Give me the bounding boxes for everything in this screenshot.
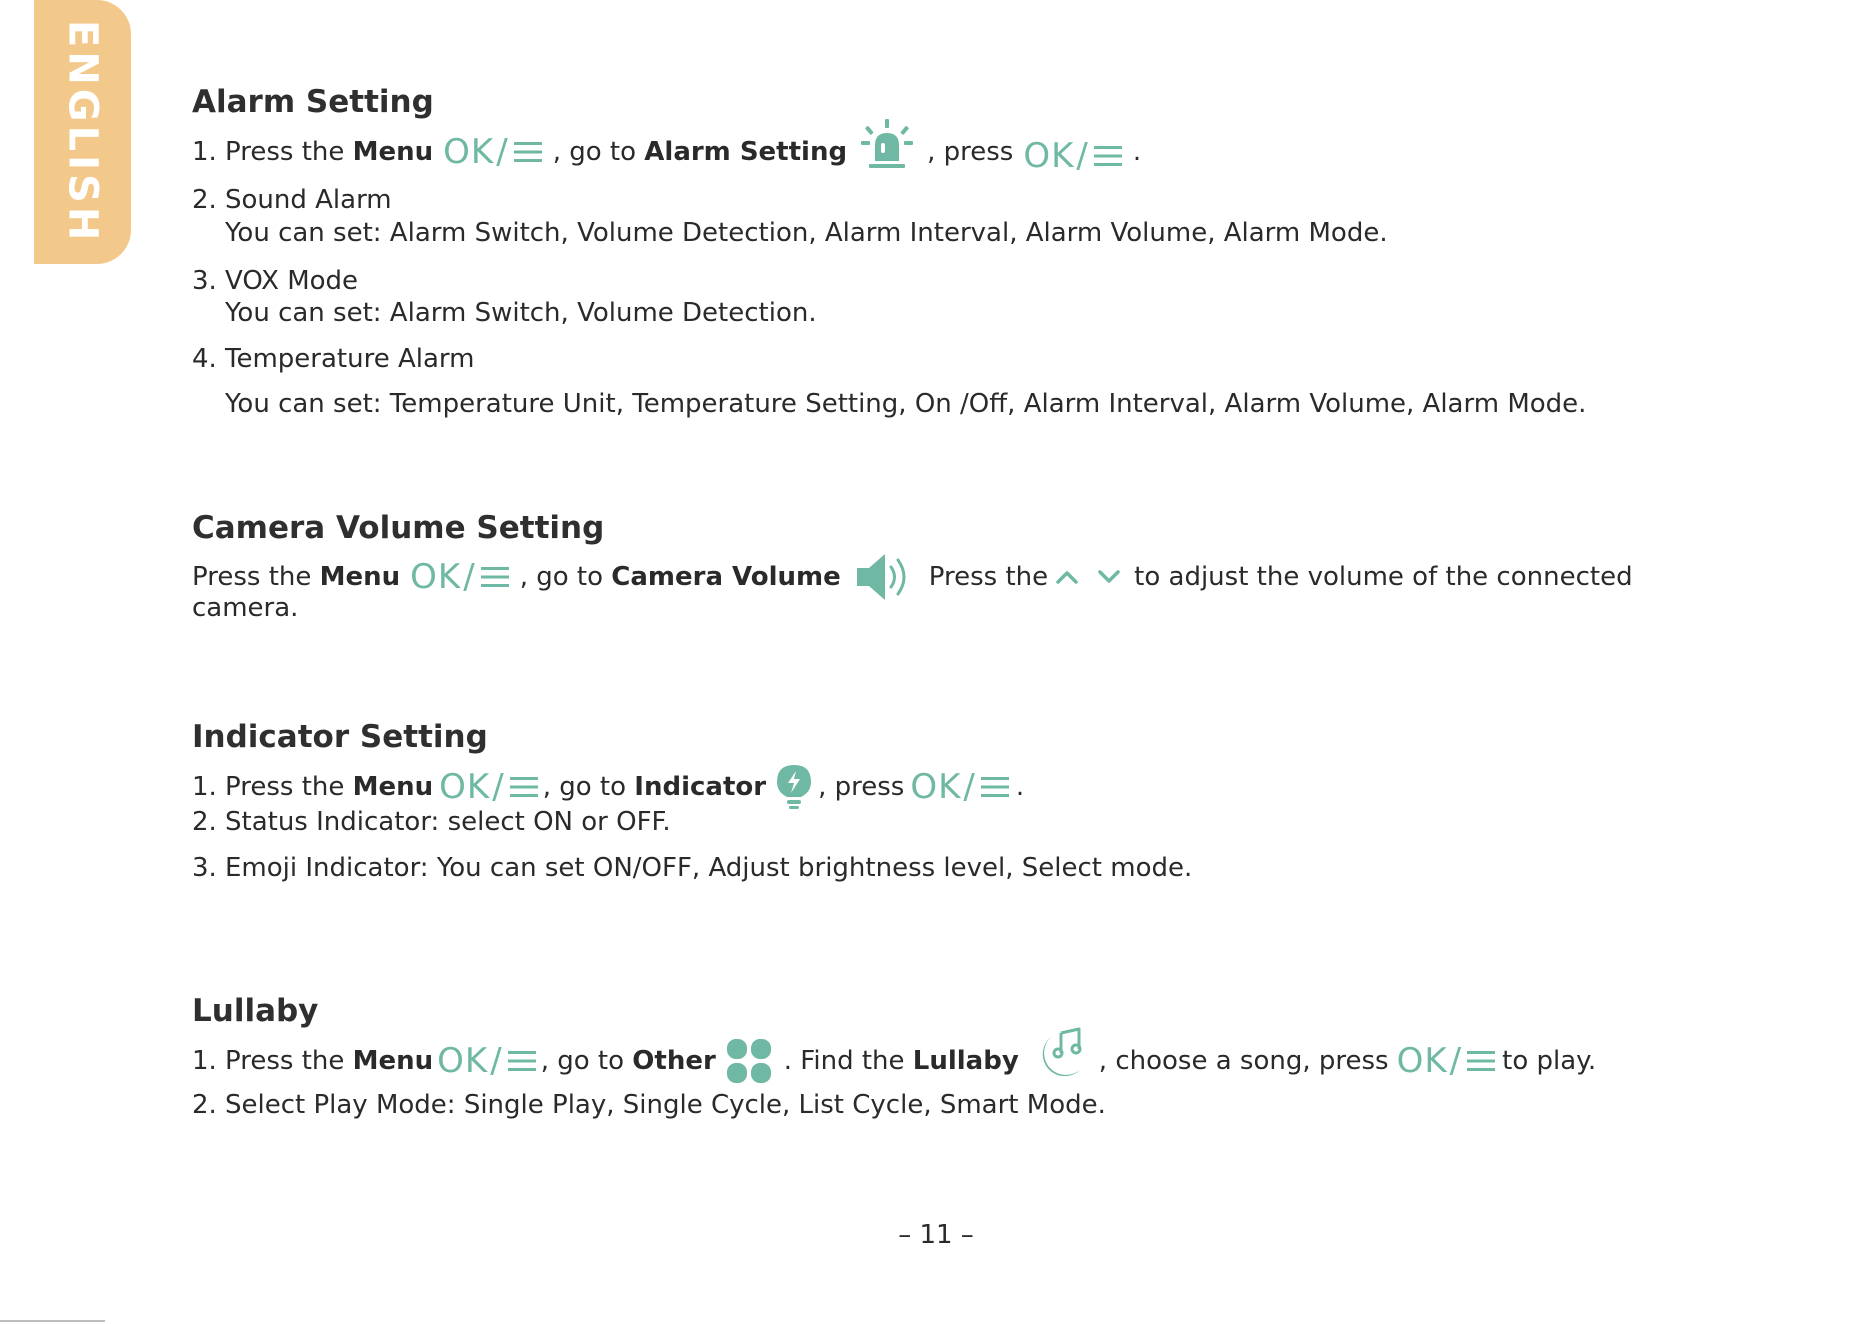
ok-slash: / bbox=[463, 557, 476, 597]
chevron-down-icon bbox=[1096, 568, 1122, 586]
other-grid-icon bbox=[726, 1038, 772, 1084]
menu-keyword: Menu bbox=[352, 772, 434, 802]
text: . bbox=[1132, 137, 1142, 167]
alarm-step-4 bbox=[192, 339, 474, 379]
alarm-setting-title: Alarm Setting bbox=[192, 84, 434, 120]
camera-volume-title: Camera Volume Setting bbox=[192, 510, 605, 546]
text: Press the bbox=[928, 562, 1049, 592]
ok-label: OK bbox=[439, 767, 491, 807]
lullaby-moon-note-icon bbox=[1033, 1027, 1087, 1083]
lullaby-step-1 bbox=[192, 1038, 1596, 1084]
ok-menu-icon bbox=[439, 767, 539, 807]
step-number: 4. bbox=[192, 344, 217, 374]
step-text: Status Indicator: select ON or OFF. bbox=[225, 807, 671, 837]
indicator-bulb-icon bbox=[774, 763, 814, 811]
text: , go to bbox=[519, 562, 612, 592]
step-number: 2. bbox=[192, 185, 217, 215]
text: , choose a song, press bbox=[1098, 1046, 1389, 1076]
ok-slash: / bbox=[496, 132, 509, 172]
ok-slash: / bbox=[492, 767, 505, 807]
menu-lines-icon bbox=[509, 774, 539, 800]
alarm-step-3-detail: You can set: Alarm Switch, Volume Detection. bbox=[225, 298, 817, 328]
lullaby-title: Lullaby bbox=[192, 993, 319, 1029]
indicator-step-2 bbox=[192, 802, 671, 842]
ok-menu-icon bbox=[437, 1041, 537, 1081]
language-tab-label: ENGLISH bbox=[59, 19, 106, 245]
lullaby-keyword: Lullaby bbox=[912, 1046, 1019, 1076]
menu-lines-icon bbox=[980, 774, 1010, 800]
alarm-step-1 bbox=[192, 128, 1141, 176]
ok-label: OK bbox=[910, 767, 962, 807]
step-text: VOX Mode bbox=[225, 266, 359, 296]
ok-menu-icon bbox=[410, 557, 510, 597]
lullaby-step-2 bbox=[192, 1085, 1106, 1125]
menu-lines-icon bbox=[507, 1048, 537, 1074]
page-number: – 11 – bbox=[898, 1220, 974, 1250]
alarm-step-4-detail: You can set: Temperature Unit, Temperature Setting, On /Off, Alarm Interval, Alarm Volume, Alarm Mode. bbox=[225, 389, 1587, 419]
text: . bbox=[1015, 772, 1025, 802]
language-tab bbox=[34, 0, 131, 264]
text: to adjust the volume of the connected bbox=[1134, 562, 1633, 592]
ok-label: OK bbox=[410, 557, 462, 597]
text: Press the bbox=[192, 562, 320, 592]
menu-lines-icon bbox=[513, 139, 543, 165]
text: . Find the bbox=[783, 1046, 913, 1076]
step-text: Temperature Alarm bbox=[225, 344, 475, 374]
step-number: 1. bbox=[192, 1046, 217, 1076]
indicator-keyword: Indicator bbox=[634, 772, 767, 802]
menu-lines-icon bbox=[1093, 143, 1123, 169]
corner-divider bbox=[0, 1320, 105, 1322]
menu-keyword: Menu bbox=[352, 1046, 434, 1076]
menu-keyword: Menu bbox=[319, 562, 401, 592]
step-number: 1. bbox=[192, 137, 217, 167]
text: Press the bbox=[225, 137, 353, 167]
step-number: 2. bbox=[192, 1090, 217, 1120]
ok-slash: / bbox=[1076, 136, 1089, 176]
ok-slash: / bbox=[490, 1041, 503, 1081]
menu-lines-icon bbox=[480, 564, 510, 590]
other-keyword: Other bbox=[632, 1046, 716, 1076]
text: , go to bbox=[540, 1046, 633, 1076]
camera-volume-line-2: camera. bbox=[192, 593, 299, 623]
step-text: Emoji Indicator: You can set ON/OFF, Adjust brightness level, Select mode. bbox=[225, 853, 1193, 883]
step-text: Select Play Mode: Single Play, Single Cycle, List Cycle, Smart Mode. bbox=[225, 1090, 1106, 1120]
camera-volume-line-1 bbox=[192, 552, 1633, 602]
alarm-setting-keyword: Alarm Setting bbox=[644, 137, 848, 167]
alarm-step-2-detail: You can set: Alarm Switch, Volume Detection, Alarm Interval, Alarm Volume, Alarm Mode. bbox=[225, 218, 1388, 248]
ok-menu-icon bbox=[1023, 136, 1123, 176]
camera-volume-keyword: Camera Volume bbox=[611, 562, 841, 592]
speaker-volume-icon bbox=[853, 552, 917, 602]
ok-slash: / bbox=[1449, 1041, 1463, 1081]
menu-keyword: Menu bbox=[352, 137, 434, 167]
text: , go to bbox=[552, 137, 645, 167]
text: to play. bbox=[1502, 1046, 1597, 1076]
step-number: 2. bbox=[192, 807, 217, 837]
chevron-up-icon bbox=[1054, 568, 1080, 586]
text: Press the bbox=[225, 1046, 353, 1076]
text: , press bbox=[818, 772, 905, 802]
step-number: 1. bbox=[192, 772, 217, 802]
text: , press bbox=[927, 137, 1014, 167]
indicator-step-3 bbox=[192, 848, 1192, 888]
ok-slash: / bbox=[963, 767, 976, 807]
ok-label: OK bbox=[443, 132, 495, 172]
indicator-setting-title: Indicator Setting bbox=[192, 719, 488, 755]
alarm-siren-icon bbox=[859, 117, 915, 173]
text: Press the bbox=[225, 772, 353, 802]
menu-lines-icon bbox=[1466, 1048, 1496, 1074]
step-number: 3. bbox=[192, 853, 217, 883]
text: , go to bbox=[542, 772, 635, 802]
ok-menu-icon bbox=[443, 132, 543, 172]
ok-label: OK bbox=[437, 1041, 489, 1081]
ok-label: OK bbox=[1023, 136, 1075, 176]
ok-label: OK bbox=[1396, 1041, 1448, 1081]
step-number: 3. bbox=[192, 266, 217, 296]
ok-menu-icon bbox=[910, 767, 1010, 807]
ok-menu-icon bbox=[1397, 1041, 1497, 1081]
step-text: Sound Alarm bbox=[225, 185, 392, 215]
